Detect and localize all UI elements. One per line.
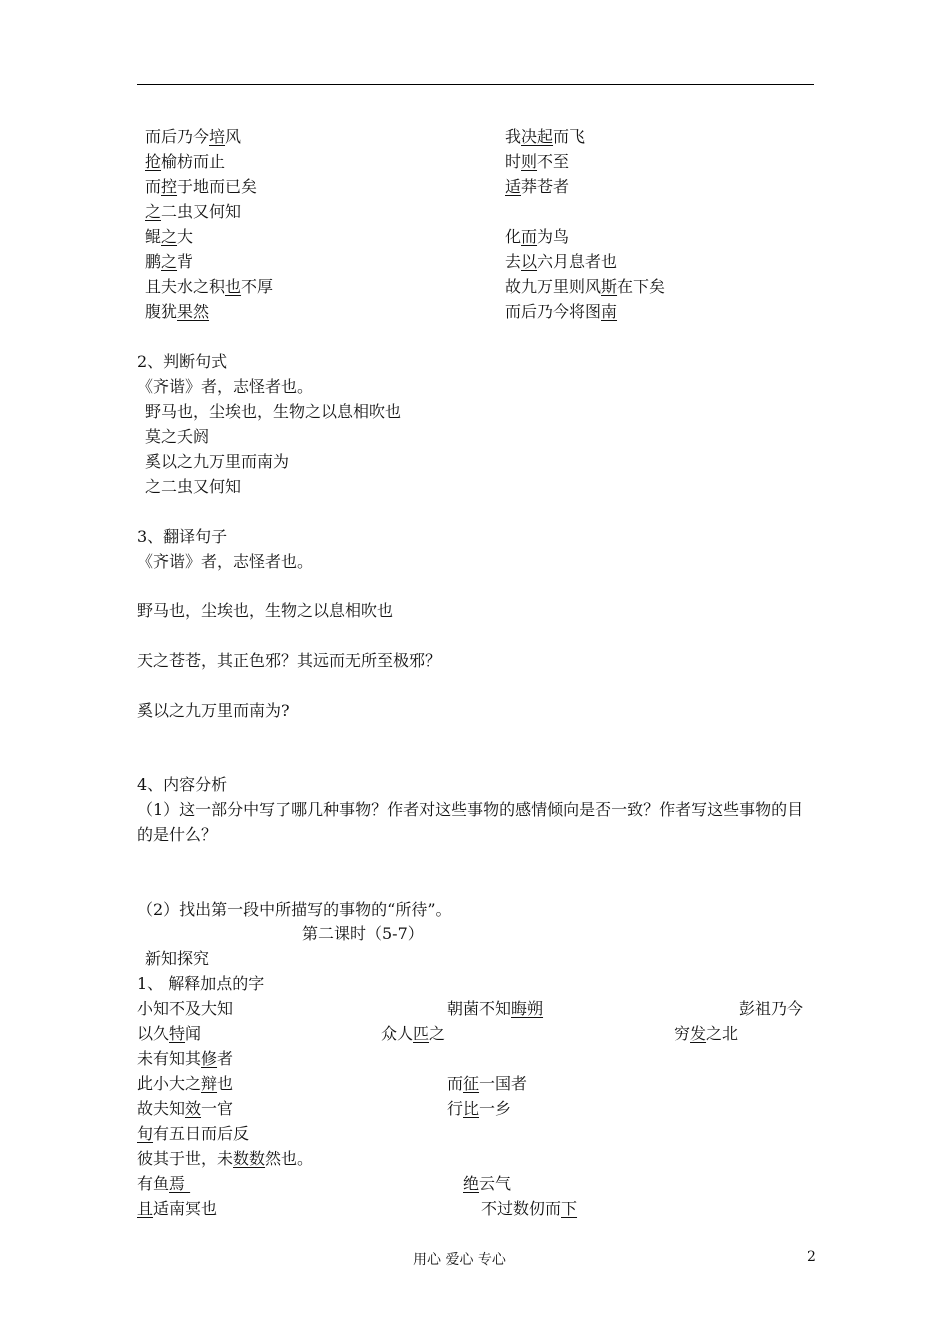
lesson-subtitle: 新知探究 [145,949,210,968]
phrase-line: 化而为鸟 [505,227,570,246]
word-item: 旬有五日而后反 [137,1124,250,1143]
phrase-line: 去以六月息者也 [505,252,618,271]
word-item: 行比一乡 [447,1099,512,1118]
sentence-item: 天之苍苍，其正色邪？其远而无所至极邪？ [137,651,442,670]
word-item: 彼其于世，未数数然也。 [137,1149,314,1168]
word-item: 不过数仞而下 [481,1199,578,1218]
sentence-item: 《齐谐》者，志怪者也。 [137,552,314,571]
sentence-item: 奚以之九万里而南为? [137,701,290,720]
page-number: 2 [807,1249,816,1265]
word-item: 众人匹之 [381,1024,446,1043]
question-1: （1）这一部分中写了哪几种事物？作者对这些事物的感情倾向是否一致？作者写这些事物的目的是什么？ [137,800,804,844]
section-heading: 2、判断句式 [137,352,228,371]
sentence-item: 《齐谐》者，志怪者也。 [137,377,314,396]
word-item: 有鱼焉 [137,1174,191,1193]
phrase-line: 鹏之背 [145,252,194,271]
lesson-title: 第二课时（5-7） [302,924,424,943]
word-item: 故夫知效一官 [137,1099,234,1118]
word-item: 且适南冥也 [137,1199,218,1218]
phrase-line: 故九万里则风斯在下矣 [505,277,666,296]
word-item: 绝云气 [463,1174,512,1193]
section-heading: 3、翻译句子 [137,527,228,546]
section-heading: 4、内容分析 [137,775,228,794]
sentence-item: 奚以之九万里而南为 [145,452,290,471]
word-item: 小知不及大知 [137,999,234,1018]
word-item: 穷发之北 [674,1024,739,1043]
section-heading: 1、 解释加点的字 [137,974,265,993]
header-rule [137,84,814,85]
phrase-line: 腹犹果然 [145,302,210,321]
question-2: （2）找出第一段中所描写的事物的“所待”。 [137,900,452,919]
sentence-item: 莫之夭阏 [145,427,210,446]
phrase-line: 且夫水之积也不厚 [145,277,274,296]
phrase-line: 而后乃今培风 [145,127,242,146]
sentence-item: 之二虫又何知 [145,477,242,496]
footer-motto: 用心 爱心 专心 [413,1252,506,1268]
phrase-line: 之二虫又何知 [145,202,242,221]
sentence-item: 野马也，尘埃也，生物之以息相吹也 [137,601,394,620]
phrase-line: 鲲之大 [145,227,194,246]
word-item: 朝菌不知晦朔 [447,999,544,1018]
word-item: 以久特闻 [137,1024,202,1043]
word-item: 彭祖乃今 [739,999,804,1018]
word-item: 未有知其修者 [137,1049,234,1068]
phrase-line: 而控于地而已矣 [145,177,258,196]
phrase-line: 我决起而飞 [505,127,586,146]
word-item: 而征一国者 [447,1074,528,1093]
phrase-line: 抢榆枋而止 [145,152,226,171]
sentence-item: 野马也，尘埃也，生物之以息相吹也 [145,402,402,421]
phrase-line: 适莽苍者 [505,177,570,196]
phrase-line: 时则不至 [505,152,570,171]
word-item: 此小大之辩也 [137,1074,234,1093]
phrase-line: 而后乃今将图南 [505,302,618,321]
